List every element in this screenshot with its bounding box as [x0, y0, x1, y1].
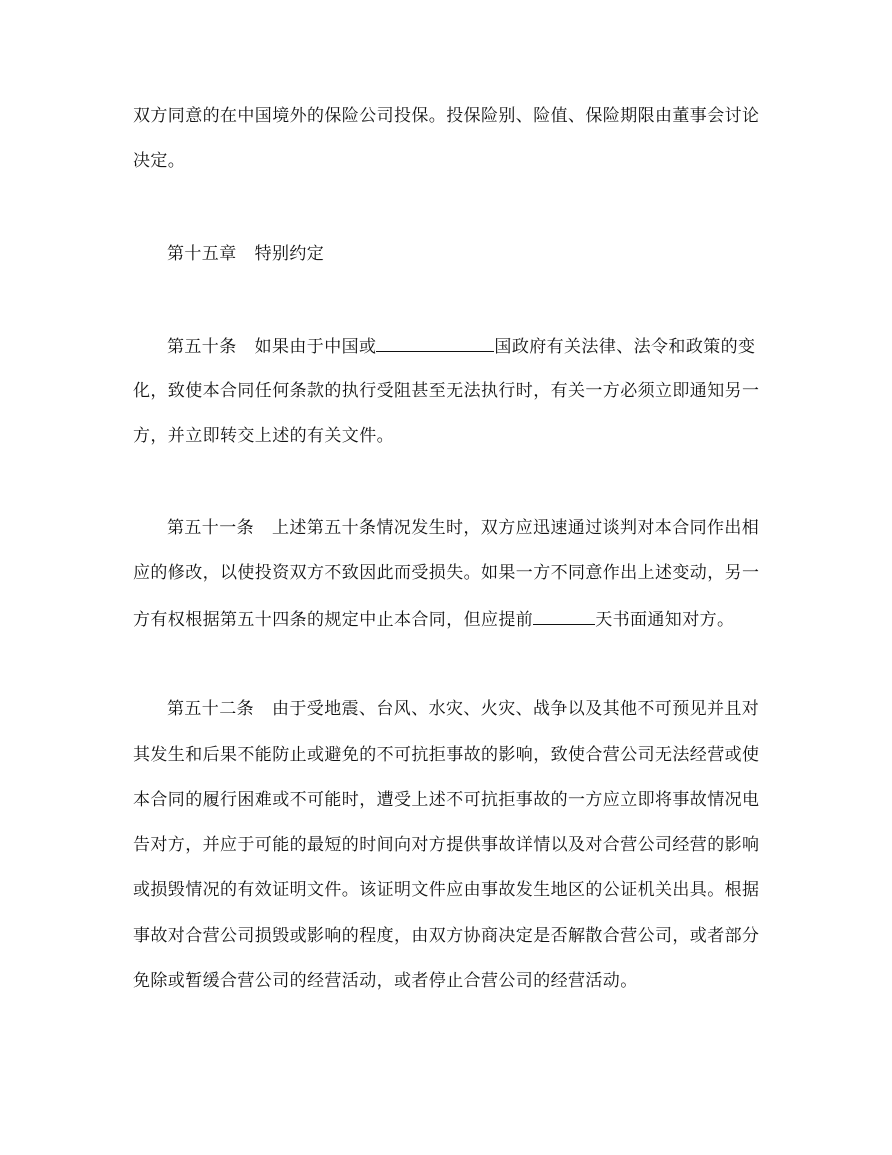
article-52-text: 由于受地震、台风、水灾、火灾、战争以及其他不可预见并且对: [272, 699, 760, 719]
article-52-line: [133, 970, 773, 992]
article-50-line: [167, 334, 807, 358]
article-51-line: [133, 562, 773, 584]
article-50-line: [133, 425, 773, 447]
article-50-text: 方，并立即转交上述的有关文件。: [133, 426, 394, 446]
article-51-line: [133, 607, 773, 631]
article-51-label: 第五十一条: [167, 518, 254, 538]
article-52-text: 或损毁情况的有效证明文件。该证明文件应由事故发生地区的公证机关出具。根据: [133, 880, 760, 900]
article-50-text: 国政府有关法律、法令和政策的变: [494, 337, 756, 357]
article-52-text: 本合同的履行困难或不可能时，遭受上述不可抗拒事故的一方应立即将事故情况电: [133, 790, 760, 810]
article-51-text: 天书面通知对方。: [595, 610, 735, 630]
paragraph-line: [133, 105, 773, 127]
article-52-text: 告对方，并应于可能的最短的时间向对方提供事故详情以及对合营公司经营的影响: [133, 835, 760, 855]
article-51-text: 应的修改，以使投资双方不致因此而受损失。如果一方不同意作出上述变动，另一: [133, 563, 760, 583]
country-blank-field[interactable]: [376, 334, 494, 352]
article-52-line: [133, 834, 773, 856]
article-52-line: [133, 789, 773, 811]
paragraph-line: [133, 150, 773, 172]
article-52-line: [167, 698, 807, 720]
article-52-line: [133, 744, 773, 766]
article-50-text: 如果由于中国或: [254, 337, 377, 357]
chapter-title: 特别约定: [254, 244, 325, 264]
article-52-text: 免除或暂缓合营公司的经营活动，或者停止合营公司的经营活动。: [133, 971, 638, 991]
days-blank-field[interactable]: [533, 607, 595, 625]
article-52-line: [133, 925, 773, 947]
article-51-text: 方有权根据第五十四条的规定中止本合同，但应提前: [133, 610, 534, 630]
article-50-line: [133, 380, 773, 402]
article-51-line: [167, 517, 807, 539]
paragraph-text: 决定。: [133, 151, 186, 171]
chapter-heading: [167, 243, 807, 265]
article-51-text: 上述第五十条情况发生时，双方应迅速通过谈判对本合同作出相: [272, 518, 760, 538]
article-52-text: 事故对合营公司损毁或影响的程度，由双方协商决定是否解散合营公司，或者部分: [133, 926, 760, 946]
chapter-number: 第十五章: [167, 244, 237, 264]
article-50-label: 第五十条: [167, 337, 237, 357]
article-52-line: [133, 879, 773, 901]
article-52-text: 其发生和后果不能防止或避免的不可抗拒事故的影响，致使合营公司无法经营或使: [133, 745, 760, 765]
paragraph-text: 双方同意的在中国境外的保险公司投保。投保险别、险值、保险期限由董事会讨论: [133, 106, 760, 126]
article-50-text: 化，致使本合同任何条款的执行受阻甚至无法执行时，有关一方必须立即通知另一: [133, 381, 760, 401]
article-52-label: 第五十二条: [167, 699, 254, 719]
